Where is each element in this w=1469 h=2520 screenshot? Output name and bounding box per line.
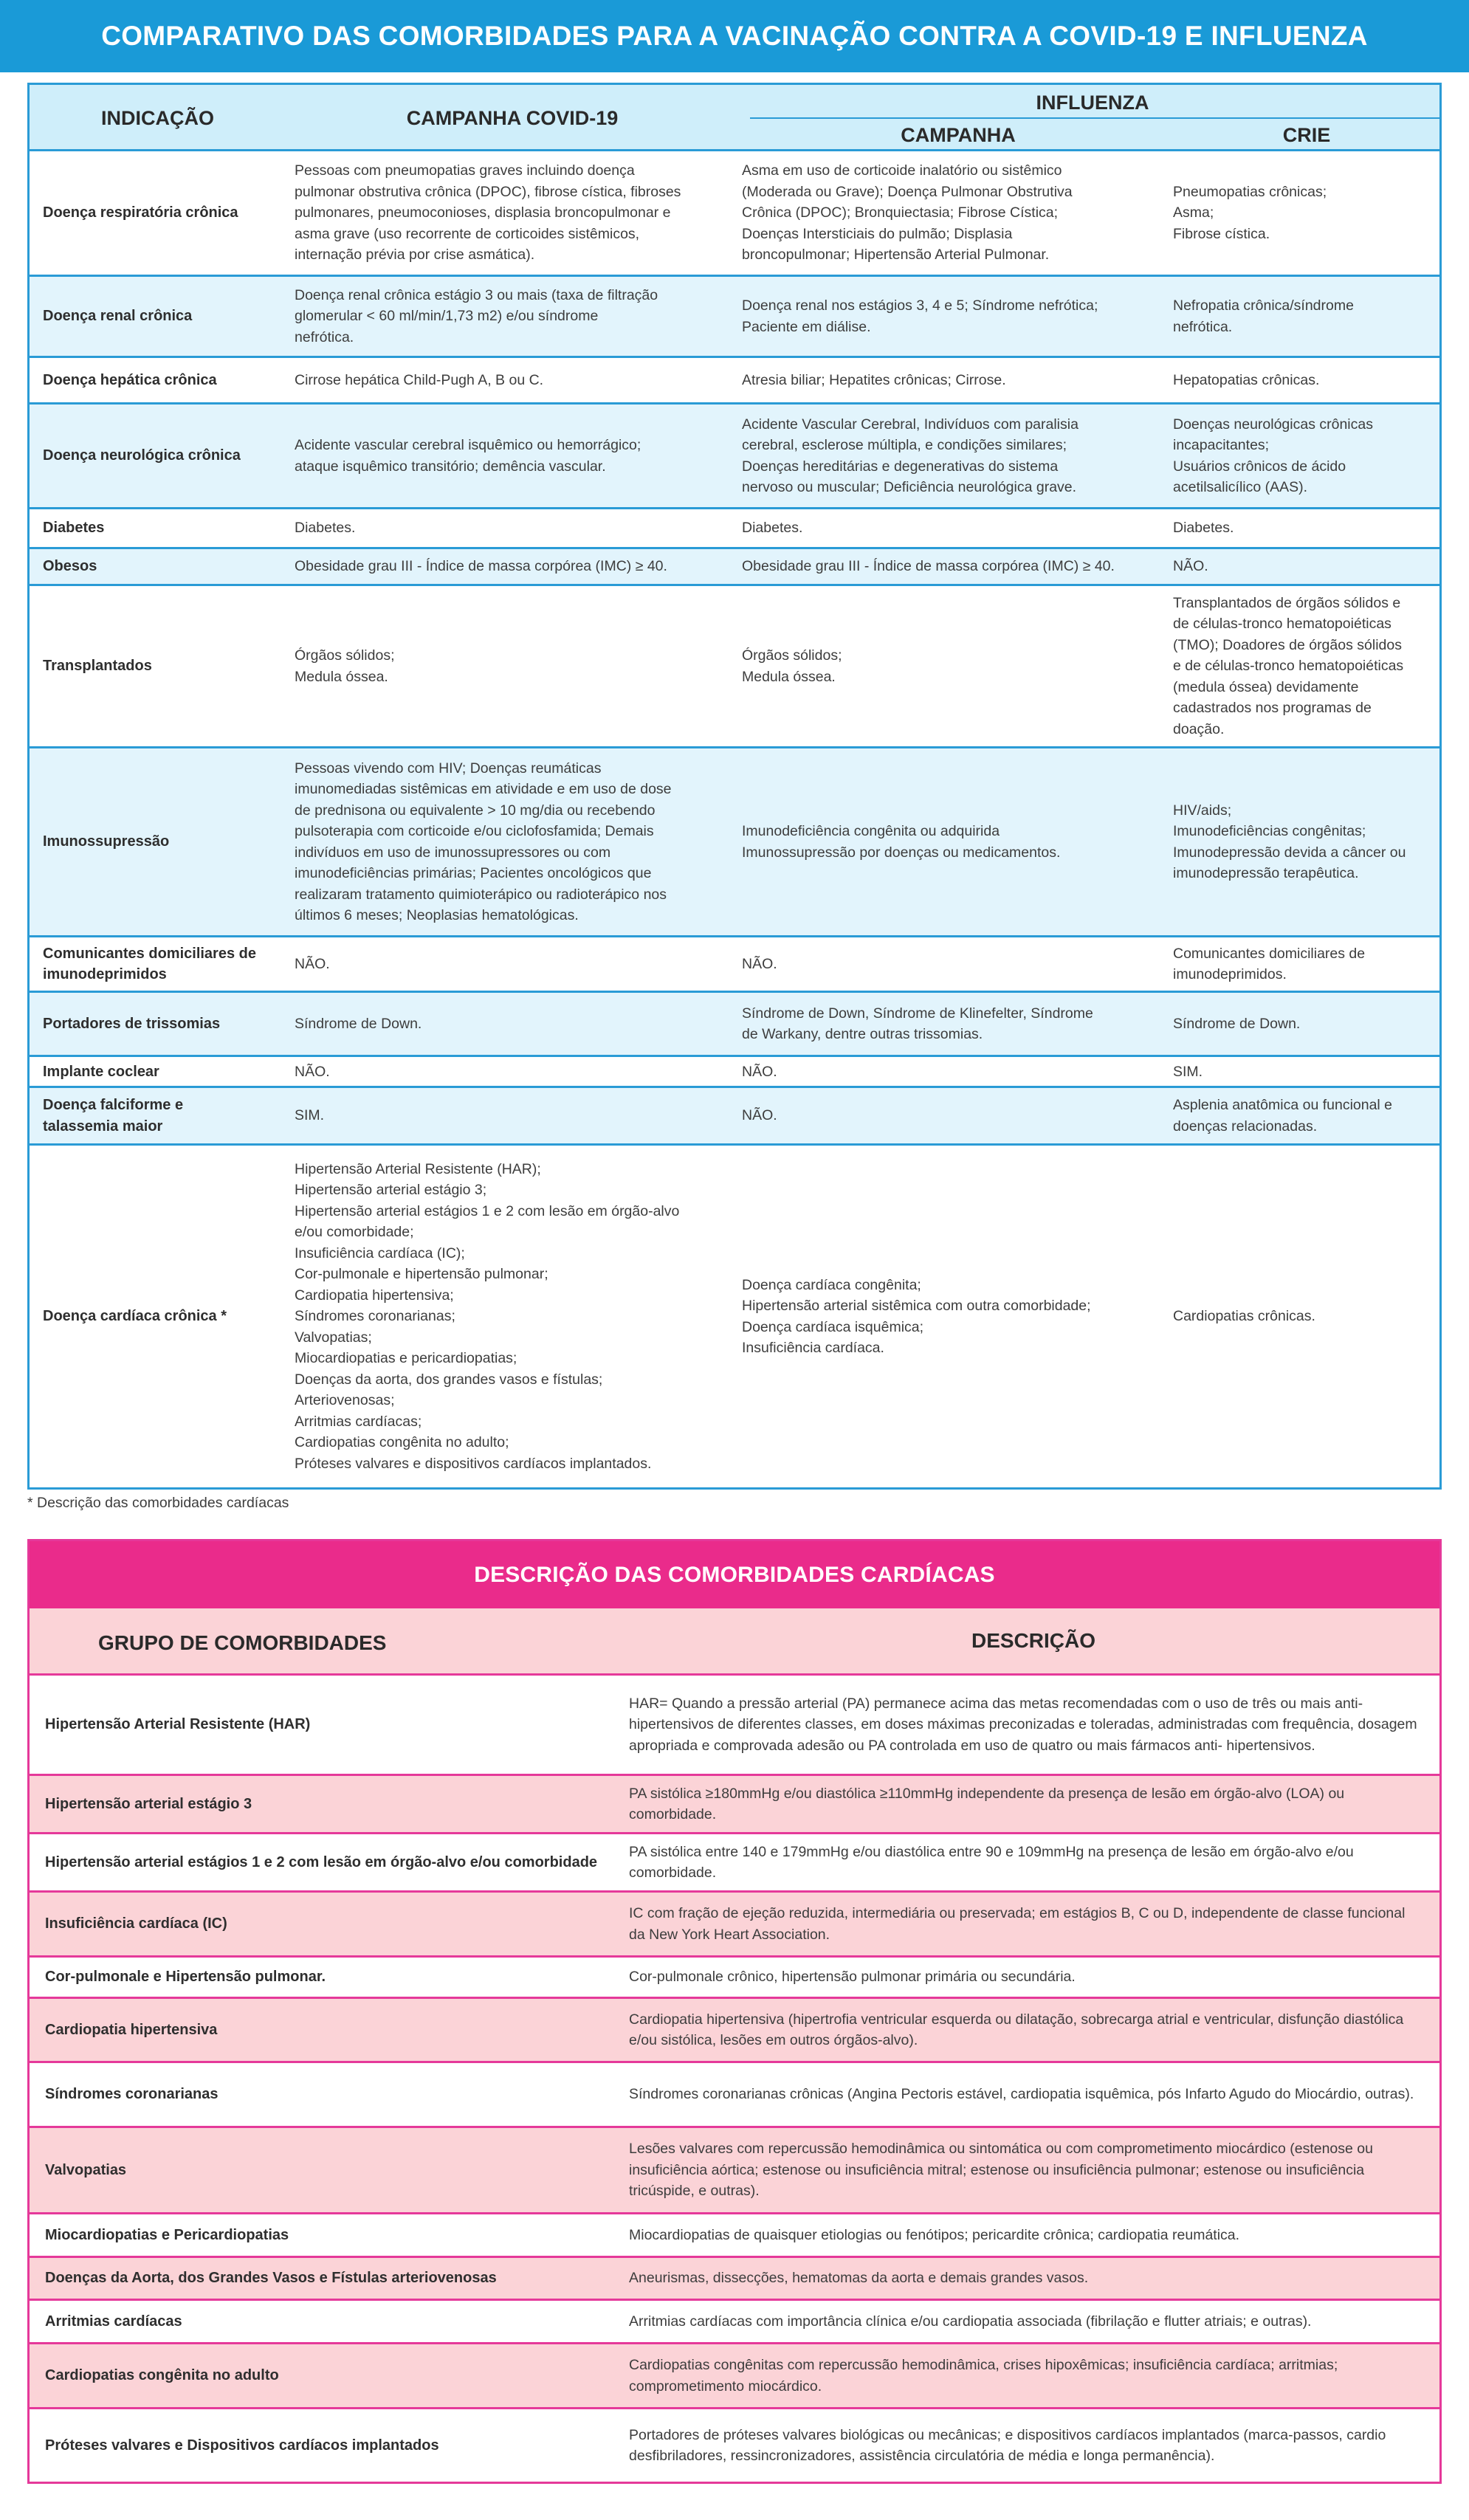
cell-crie: Pneumopatias crônicas; Asma; Fibrose cística. [1173, 183, 1327, 242]
cell-grupo: Hipertensão arterial estágios 1 e 2 com lesão em órgão-alvo e/ou comorbidade [45, 1853, 598, 1870]
table-row [30, 1146, 1439, 1487]
cell-indicacao: Implante coclear [43, 1064, 159, 1080]
comparison-table-body [30, 151, 1439, 1487]
cell-covid: Cirrose hepática Child-Pugh A, B ou C. [295, 371, 544, 388]
cell-campanha: Doença renal nos estágios 3, 4 e 5; Síndrome nefrótica; Paciente em diálise. [742, 297, 1098, 335]
cardiac-table-header [30, 1608, 1439, 1676]
cell-grupo: Doenças da Aorta, dos Grandes Vasos e Fístulas arteriovenosas [45, 2270, 497, 2287]
cell-crie: Transplantados de órgãos sólidos e de células-tronco hematopoiéticas (TMO); Doadores de órgãos sólidos e de células-tronco hematopoiéticas (medula óssea) devidamente cadastrados nos programas de doação. [1173, 594, 1404, 737]
header-campanha-influenza: CAMPANHA [901, 123, 1016, 146]
cell-crie: NÃO. [1173, 558, 1208, 575]
table-row [30, 1676, 1439, 1776]
cell-indicacao: Imunossupressão [43, 833, 170, 850]
cell-descricao: Síndromes coronarianas crônicas (Angina Pectoris estável, cardiopatia isquêmica, pós Infarto Agudo do Miocárdio, outras). [629, 2086, 1414, 2103]
table-row [30, 1057, 1439, 1088]
table-row [30, 1776, 1439, 1834]
cell-indicacao: Doença renal crônica [43, 308, 193, 325]
cell-campanha: Acidente Vascular Cerebral, Indivíduos com paralisia cerebral, esclerose múltipla, e condições similares; Doenças hereditárias e degenerativas do sistema nervoso ou muscular; Deficiência neurológica grave. [742, 416, 1078, 495]
cell-covid: Hipertensão Arterial Resistente (HAR); Hipertensão arterial estágio 3; Hipertensão arterial estágios 1 e 2 com lesão em órgão-alvo e/ou comorbidade; Insuficiência cardíaca (IC); Cor-pulmonale e hipertensão pulmonar; Cardiopatia hipertensiva; Síndromes coronarianas; Valvopatias; Miocardiopatias e pericardiopatias; Doenças da aorta, dos grandes vasos e fístulas; Arteriovenosas; Arritmias cardíacas; Cardiopatias congênita no adulto; Próteses valvares e dispositivos cardíacos implantados. [295, 1160, 680, 1472]
cell-descricao: Lesões valvares com repercussão hemodinâmica ou sintomática ou com comprometimento miocárdico (estenose ou insuficiência aórtica; estenose ou insuficiência mitral; estenose ou insuficiência pulmonar; estenose ou insuficiência tricúspide, e outras). [629, 2141, 1373, 2200]
cell-campanha: Asma em uso de corticoide inalatório ou sistêmico (Moderada ou Grave); Doença Pulmonar Obstrutiva Crônica (DPOC); Bronquiectasia; Fibrose Cística; Doenças Intersticiais do pulmão; Displasia broncopulmonar; Hipertensão Arterial Pulmonar. [742, 162, 1073, 264]
cell-grupo: Hipertensão arterial estágio 3 [45, 1795, 252, 1812]
table-row [30, 404, 1439, 509]
cardiac-table-title: DESCRIÇÃO DAS COMORBIDADES CARDÍACAS [30, 1541, 1439, 1608]
comparison-table [27, 83, 1442, 1490]
cell-campanha: NÃO. [742, 1064, 777, 1080]
cell-crie: Asplenia anatômica ou funcional e doenças relacionadas. [1173, 1097, 1393, 1135]
table-row [30, 1893, 1439, 1958]
table-row [30, 2301, 1439, 2344]
cell-grupo: Valvopatias [45, 2161, 127, 2178]
cell-descricao: Cor-pulmonale crônico, hipertensão pulmonar primária ou secundária. [629, 1969, 1076, 1986]
cell-indicacao: Doença falciforme e talassemia maior [43, 1097, 184, 1135]
cell-crie: Síndrome de Down. [1173, 1015, 1301, 1032]
cell-descricao: HAR= Quando a pressão arterial (PA) permanece acima das metas recomendadas com o uso de três ou mais anti-hipertensivos de diferentes classes, em doses máximas preconizadas e toleradas, administradas com frequência, dosagem apropriada e comprovada adesão ou PA controlada em uso de quatro ou mais fármacos anti- hipertensivos. [629, 1695, 1417, 1754]
cell-indicacao: Transplantados [43, 658, 152, 675]
cell-campanha: NÃO. [742, 1107, 777, 1124]
cell-campanha: Doença cardíaca congênita; Hipertensão arterial sistêmica com outra comorbidade; Doença cardíaca isquêmica; Insuficiência cardíaca. [742, 1276, 1091, 1356]
cell-grupo: Insuficiência cardíaca (IC) [45, 1915, 227, 1932]
header-indicacao: INDICAÇÃO [101, 106, 214, 129]
table-row [30, 2063, 1439, 2128]
cell-grupo: Cardiopatias congênita no adulto [45, 2367, 279, 2384]
cell-crie: Diabetes. [1173, 520, 1234, 537]
table-row [30, 358, 1439, 404]
cell-campanha: NÃO. [742, 955, 777, 972]
cell-indicacao: Comunicantes domiciliares de imunodeprimidos [43, 945, 256, 982]
header-influenza-divider [750, 117, 1441, 119]
cell-descricao: PA sistólica ≥180mmHg e/ou diastólica ≥110mmHg independente da presença de lesão em órgão-alvo (LOA) ou comorbidade. [629, 1785, 1345, 1822]
cell-covid: Obesidade grau III - Índice de massa corpórea (IMC) ≥ 40. [295, 558, 667, 575]
cell-descricao: Portadores de próteses valvares biológicas ou mecânicas; e dispositivos cardíacos implantados (marca-passos, cardio desfibriladores, ressincronizadores, assistência circulatória de média e longa permanência). [629, 2426, 1386, 2464]
cell-campanha: Diabetes. [742, 520, 803, 537]
cell-campanha: Órgãos sólidos; Medula óssea. [742, 647, 842, 685]
cell-indicacao: Diabetes [43, 520, 105, 537]
cell-covid: Doença renal crônica estágio 3 ou mais (taxa de filtração glomerular < 60 ml/min/1,73 m2) e/ou síndrome nefrótica. [295, 286, 658, 345]
cell-indicacao: Doença respiratória crônica [43, 204, 238, 221]
cell-indicacao: Obesos [43, 558, 97, 575]
cell-grupo: Miocardiopatias e Pericardiopatias [45, 2226, 289, 2243]
table-row [30, 277, 1439, 358]
table-row [30, 2214, 1439, 2258]
header-grupo: GRUPO DE COMORBIDADES [98, 1631, 387, 1654]
cell-crie: Nefropatia crônica/síndrome nefrótica. [1173, 297, 1354, 335]
cell-covid: SIM. [295, 1107, 325, 1124]
cell-grupo: Hipertensão Arterial Resistente (HAR) [45, 1716, 311, 1733]
header-campanha-covid: CAMPANHA COVID-19 [406, 106, 619, 129]
cell-indicacao: Doença cardíaca crônica * [43, 1308, 227, 1325]
cell-indicacao: Portadores de trissomias [43, 1015, 221, 1032]
cell-campanha: Atresia biliar; Hepatites crônicas; Cirrose. [742, 371, 1006, 388]
cell-covid: Pessoas vivendo com HIV; Doenças reumáticas imunomediadas sistêmicas em atividade e em uso de dose de prednisona ou equivalente > 10 mg/dia ou recebendo pulsoterapia com corticoide e/ou ciclofosfamida; Demais indivíduos em uso de imunossupressores ou com imunodeficiências primárias; Pacientes oncológicos que realizaram tratamento quimioterápico ou radioterápico nos últimos 6 meses; Neoplasias hematológicas. [295, 760, 672, 923]
table-row [30, 549, 1439, 586]
cell-descricao: Aneurismas, dissecções, hematomas da aorta e demais grandes vasos. [629, 2270, 1089, 2287]
table-row [30, 993, 1439, 1057]
cell-grupo: Arritmias cardíacas [45, 2313, 182, 2330]
comparison-table-header [30, 85, 1439, 151]
table-row [30, 2258, 1439, 2301]
cell-covid: NÃO. [295, 955, 330, 972]
table-row [30, 1834, 1439, 1893]
table-row [30, 1999, 1439, 2063]
table-row [30, 151, 1439, 277]
table-row [30, 1088, 1439, 1146]
cell-covid: Acidente vascular cerebral isquêmico ou hemorrágico; ataque isquêmico transitório; demência vascular. [295, 437, 641, 475]
footnote: * Descrição das comorbidades cardíacas [27, 1495, 289, 1511]
cell-descricao: Miocardiopatias de quaisquer etiologias ou fenótipos; pericardite crônica; cardiopatia reumática. [629, 2226, 1240, 2243]
cell-grupo: Cardiopatia hipertensiva [45, 2021, 218, 2038]
cell-grupo: Próteses valvares e Dispositivos cardíacos implantados [45, 2437, 439, 2454]
page-title-banner [0, 0, 1469, 72]
header-descricao: DESCRIÇÃO [971, 1629, 1095, 1652]
cell-covid: NÃO. [295, 1064, 330, 1080]
cell-grupo: Cor-pulmonale e Hipertensão pulmonar. [45, 1969, 326, 1986]
cell-descricao: Arritmias cardíacas com importância clínica e/ou cardiopatia associada (fibrilação e flutter atriais; e outras). [629, 2313, 1312, 2330]
cell-crie: Cardiopatias crônicas. [1173, 1308, 1315, 1325]
cell-covid: Pessoas com pneumopatias graves incluindo doença pulmonar obstrutiva crônica (DPOC), fibrose cística, fibroses pulmonares, pneumoconioses, displasia broncopulmonar e asma grave (uso recorrente de corticoides sistêmicos, internação prévia por crise asmática). [295, 162, 681, 264]
cell-covid: Órgãos sólidos; Medula óssea. [295, 647, 395, 685]
table-row [30, 2344, 1439, 2409]
cell-grupo: Síndromes coronarianas [45, 2086, 219, 2103]
table-row [30, 586, 1439, 748]
cell-crie: Doenças neurológicas crônicas incapacitantes; Usuários crônicos de ácido acetilsalicílico (AAS). [1173, 416, 1373, 495]
cell-indicacao: Doença neurológica crônica [43, 447, 241, 464]
cell-descricao: Cardiopatia hipertensiva (hipertrofia ventricular esquerda ou dilatação, sobrecarga atrial e ventricular, disfunção diastólica e/ou sistólica, lesões em outros órgãos-alvo). [629, 2011, 1404, 2048]
table-row [30, 2128, 1439, 2214]
cell-covid: Diabetes. [295, 520, 356, 537]
table-row [30, 2409, 1439, 2482]
cardiac-table-body [30, 1676, 1439, 2482]
table-row [30, 748, 1439, 937]
header-influenza: INFLUENZA [1036, 91, 1149, 114]
cell-indicacao: Doença hepática crônica [43, 371, 217, 388]
cell-covid: Síndrome de Down. [295, 1015, 422, 1032]
cell-crie: HIV/aids; Imunodeficiências congênitas; Imunodepressão devida a câncer ou imunodepressão terapêutica. [1173, 802, 1406, 881]
page-title: COMPARATIVO DAS COMORBIDADES PARA A VACINAÇÃO CONTRA A COVID-19 E INFLUENZA [101, 21, 1368, 51]
cell-crie: SIM. [1173, 1064, 1203, 1080]
cell-crie: Comunicantes domiciliares de imunodeprimidos. [1173, 945, 1366, 982]
table-row [30, 1958, 1439, 1999]
cell-descricao: IC com fração de ejeção reduzida, intermediária ou preservada; em estágios B, C ou D, independente de classe funcional da New York Heart Association. [629, 1905, 1406, 1943]
cell-descricao: PA sistólica entre 140 e 179mmHg e/ou diastólica entre 90 e 109mmHg na presença de lesão em órgão-alvo e/ou comorbidade. [629, 1843, 1354, 1881]
header-crie: CRIE [1282, 123, 1331, 146]
cardiac-description-table [27, 1539, 1442, 2484]
cell-crie: Hepatopatias crônicas. [1173, 371, 1320, 388]
table-row [30, 509, 1439, 549]
table-row [30, 937, 1439, 993]
cell-campanha: Síndrome de Down, Síndrome de Klinefelter, Síndrome de Warkany, dentre outras trissomias. [742, 1005, 1093, 1042]
cell-campanha: Imunodeficiência congênita ou adquirida Imunossupressão por doenças ou medicamentos. [742, 823, 1061, 861]
cell-descricao: Cardiopatias congênitas com repercussão hemodinâmica, crises hipoxêmicas; insuficiência cardíaca; arritmias; comprometimento miocárdico. [629, 2357, 1338, 2395]
cell-campanha: Obesidade grau III - Índice de massa corpórea (IMC) ≥ 40. [742, 558, 1115, 575]
